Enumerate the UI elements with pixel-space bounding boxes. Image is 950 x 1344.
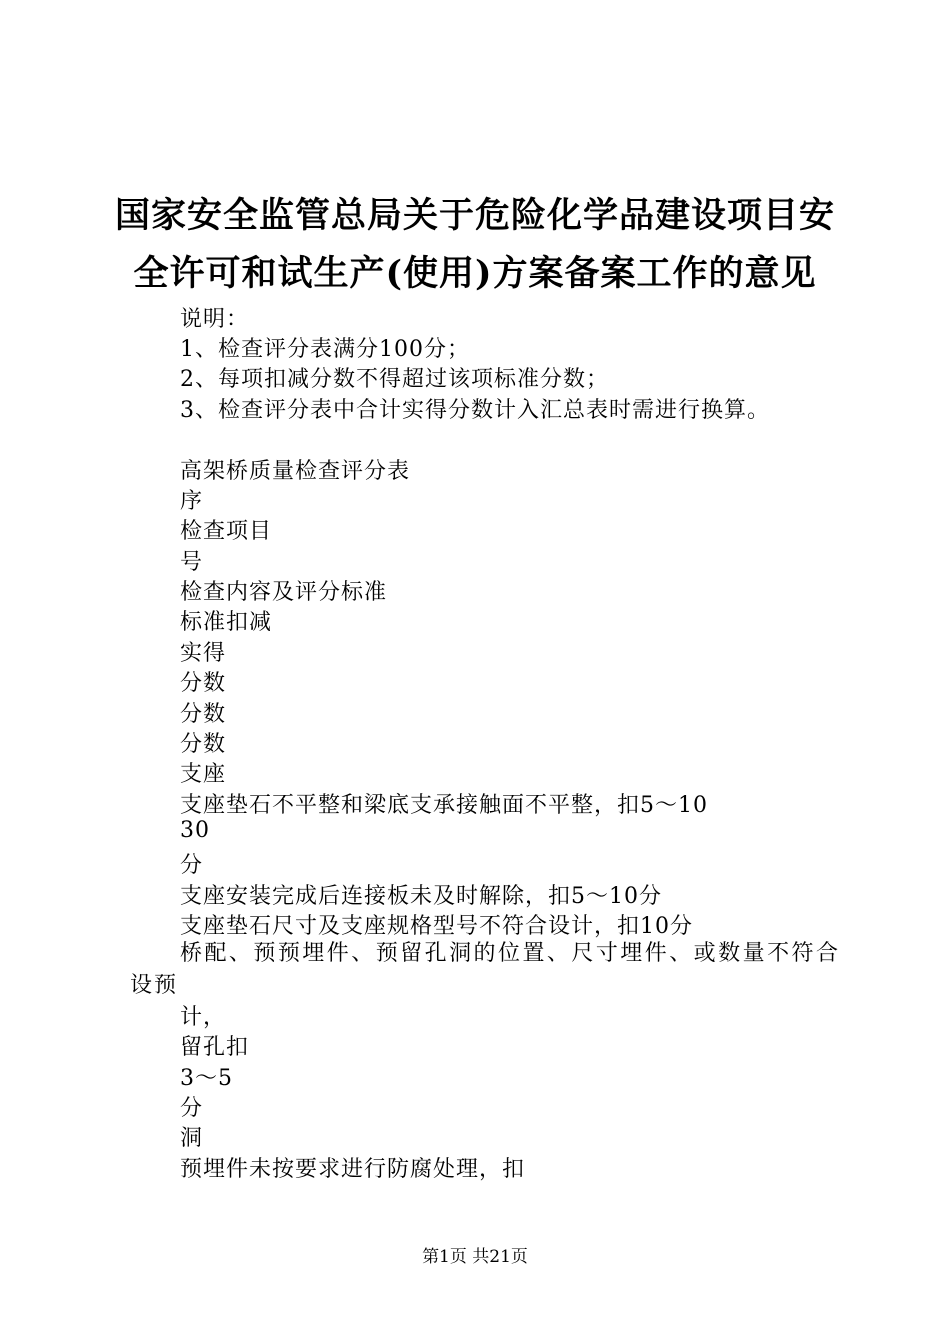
table-text-line: 洞 [180,1126,204,1151]
table-text-line: 预埋件未按要求进行防腐处理，扣 [180,1157,526,1182]
table-text-line: 3～5 [180,1066,233,1091]
document-title-line-2: 全许可和试生产(使用)方案备案工作的意见 [133,253,817,294]
table-text-line: 分数 [180,671,227,696]
table-text-line: 检查项目 [180,519,273,544]
table-title: 高架桥质量检查评分表 [180,459,411,484]
table-text-line: 计， [180,1005,227,1030]
table-text-line: 序 [180,489,204,514]
table-text-line: 30 [180,818,210,843]
table-text-line: 支座垫石不平整和梁底支承接触面不平整，扣5～10 [180,793,708,818]
table-text-line: 支座垫石尺寸及支座规格型号不符合设计，扣10分 [180,914,693,939]
note-heading: 说明： [180,307,250,332]
page-footer: 第1页 共21页 [422,1247,528,1267]
table-text-line: 号 [180,550,204,575]
table-text-line: 支座 [180,762,227,787]
table-text-line: 分数 [180,702,227,727]
note-item-3: 3、检查评分表中合计实得分数计入汇总表时需进行换算。 [180,398,770,423]
table-text-line: 留孔扣 [180,1035,250,1060]
table-text-line: 分 [180,853,204,878]
table-text-line: 实得 [180,641,227,666]
table-text-line: 支座安装完成后连接板未及时解除，扣5～10分 [180,884,662,909]
document-title-line-1: 国家安全监管总局关于危险化学品建设项目安 [114,195,835,236]
note-item-1: 1、检查评分表满分100分； [180,337,470,362]
note-item-2: 2、每项扣减分数不得超过该项标准分数； [180,367,609,392]
table-text-paragraph: 桥配、预预埋件、预留孔洞的位置、尺寸埋件、或数量不符合设预 [130,941,840,998]
table-text-line: 检查内容及评分标准 [180,580,388,605]
table-text-line: 分数 [180,732,227,757]
table-text-line: 标准扣减 [180,610,273,635]
table-text-line: 分 [180,1096,204,1121]
